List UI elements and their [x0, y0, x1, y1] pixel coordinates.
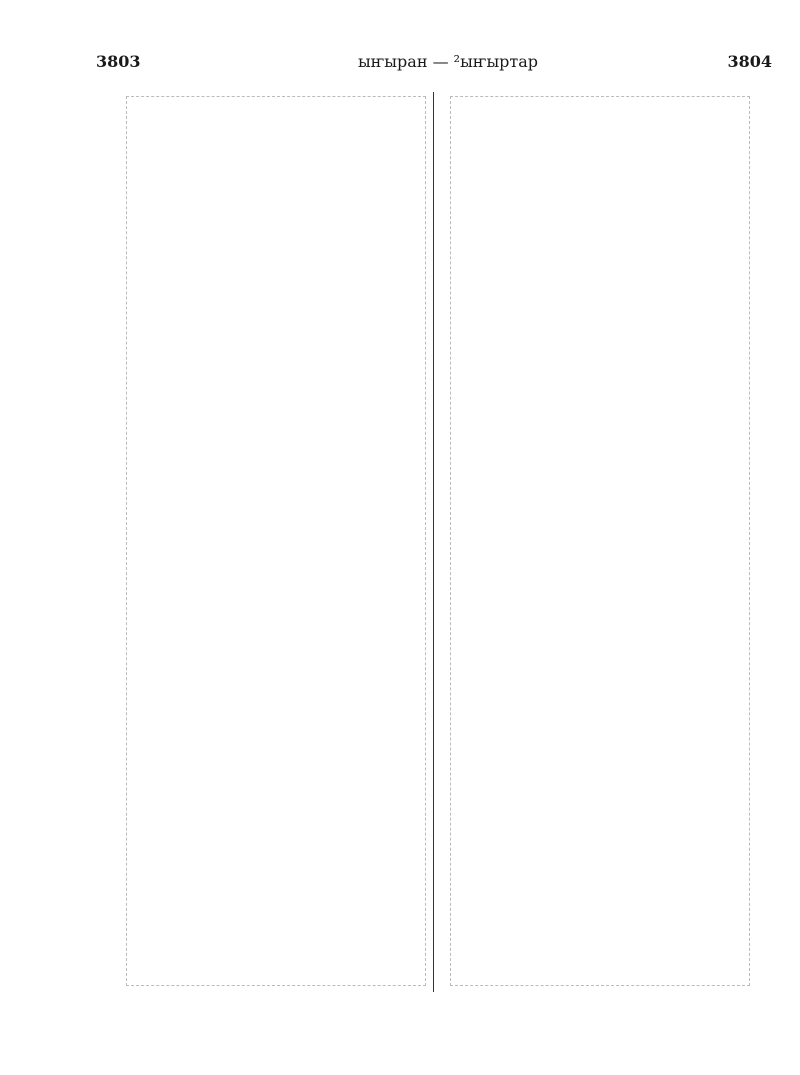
- page-number-left: 3803: [96, 52, 141, 71]
- page-header: [96, 52, 800, 84]
- page-number-right: 3804: [727, 52, 772, 71]
- dictionary-column-left: [126, 96, 426, 986]
- column-divider: [433, 92, 434, 992]
- dictionary-column-right: [450, 96, 750, 986]
- running-head: ыҥыран — ²ыҥыртар: [357, 52, 539, 71]
